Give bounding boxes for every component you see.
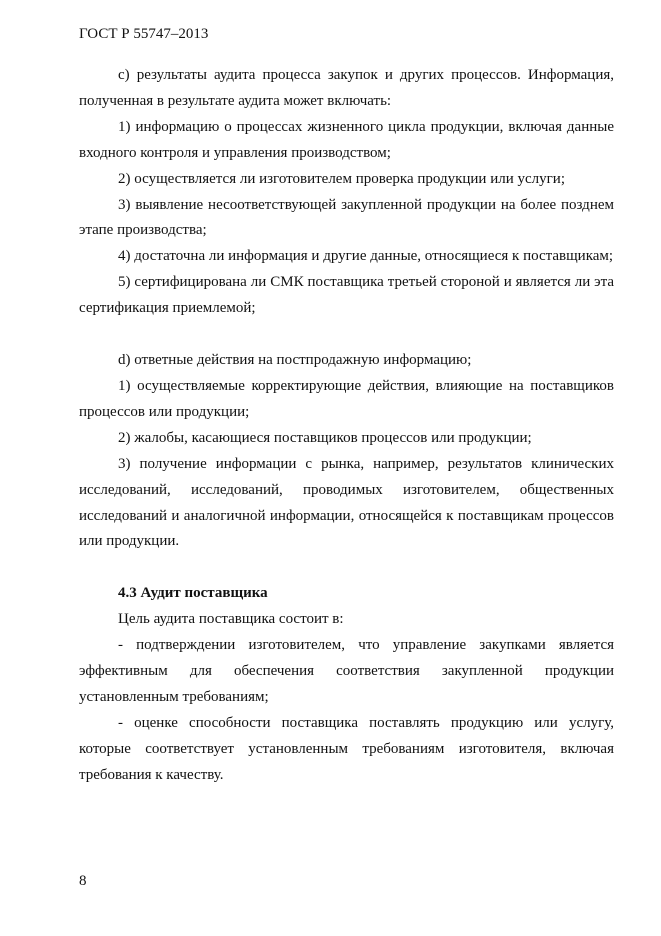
list-item: 2) жалобы, касающиеся поставщиков процессов или продукции;	[118, 429, 532, 446]
spacer	[79, 322, 614, 348]
paragraph-c-intro: c) результаты аудита процесса закупок и других процессов. Информация, полученная в результате аудита может включать:	[79, 67, 614, 109]
paragraph-43-intro: Цель аудита поставщика состоит в:	[118, 611, 344, 628]
list-item: 3) выявление несоответствующей закупленной продукции на более позднем этапе производства;	[79, 196, 614, 239]
list-item: 1) информацию о процессах жизненного цикла продукции, включая данные входного контроля и управления производством;	[79, 118, 614, 161]
list-item: 2) осуществляется ли изготовителем проверка продукции или услуги;	[118, 170, 565, 187]
list-item: 1) осуществляемые корректирующие действия, влияющие на поставщиков процессов или продукции;	[79, 377, 614, 420]
paragraph-d-intro: d) ответные действия на постпродажную информацию;	[118, 352, 472, 369]
page-number: 8	[79, 873, 87, 889]
spacer	[79, 555, 614, 581]
list-item: 3) получение информации с рынка, например, результатов клинических исследований, исследований, проводимых изготовителем, общественных исследований и аналогичной информации, относящейся к поставщикам процессов или продукции.	[79, 455, 614, 550]
list-item: 4) достаточна ли информация и другие данные, относящиеся к поставщикам;	[118, 248, 614, 265]
document-body	[79, 63, 614, 789]
list-item: 5) сертифицирована ли СМК поставщика третьей стороной и является ли эта сертификация приемлемой;	[79, 274, 614, 317]
list-item: - подтверждении изготовителем, что управление закупками является эффективным для обеспечения соответствия закупленной продукции установленным требованиям;	[79, 637, 614, 705]
list-item: - оценке способности поставщика поставлять продукцию или услугу, которые соответствует установленным требованиям изготовителя, включая требования к качеству.	[79, 714, 614, 783]
document-header: ГОСТ Р 55747–2013	[79, 26, 209, 42]
section-heading: 4.3 Аудит поставщика	[118, 585, 268, 602]
